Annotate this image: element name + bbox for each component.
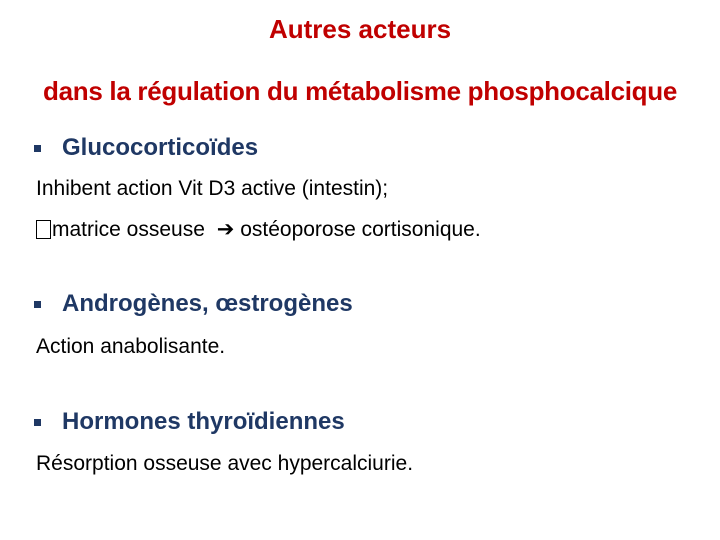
section-heading-label: Hormones thyroïdiennes	[62, 408, 345, 435]
body-line	[36, 219, 481, 240]
right-arrow-icon: ➔	[216, 217, 235, 241]
missing-glyph-icon	[36, 220, 51, 239]
square-bullet-icon	[34, 145, 41, 152]
section-heading-glucocorticoides	[34, 136, 258, 160]
square-bullet-icon	[34, 301, 41, 308]
body-line-part: matrice osseuse	[52, 218, 205, 241]
body-line: Action anabolisante.	[36, 335, 226, 358]
square-bullet-icon	[34, 419, 41, 426]
body-line: Résorption osseuse avec hypercalciurie.	[36, 452, 414, 475]
body-line-part: ostéoporose cortisonique.	[240, 218, 481, 241]
section-heading-label: Glucocorticoïdes	[62, 134, 259, 161]
slide-title: Autres acteurs	[268, 14, 452, 44]
section-heading-androgenes	[34, 292, 353, 316]
body-line: Inhibent action Vit D3 active (intestin);	[36, 177, 389, 200]
section-heading-hormones-thyroidiennes	[34, 410, 345, 434]
section-heading-label: Androgènes, œstrogènes	[62, 290, 353, 317]
slide-subtitle: dans la régulation du métabolisme phosphocalcique	[43, 76, 677, 106]
